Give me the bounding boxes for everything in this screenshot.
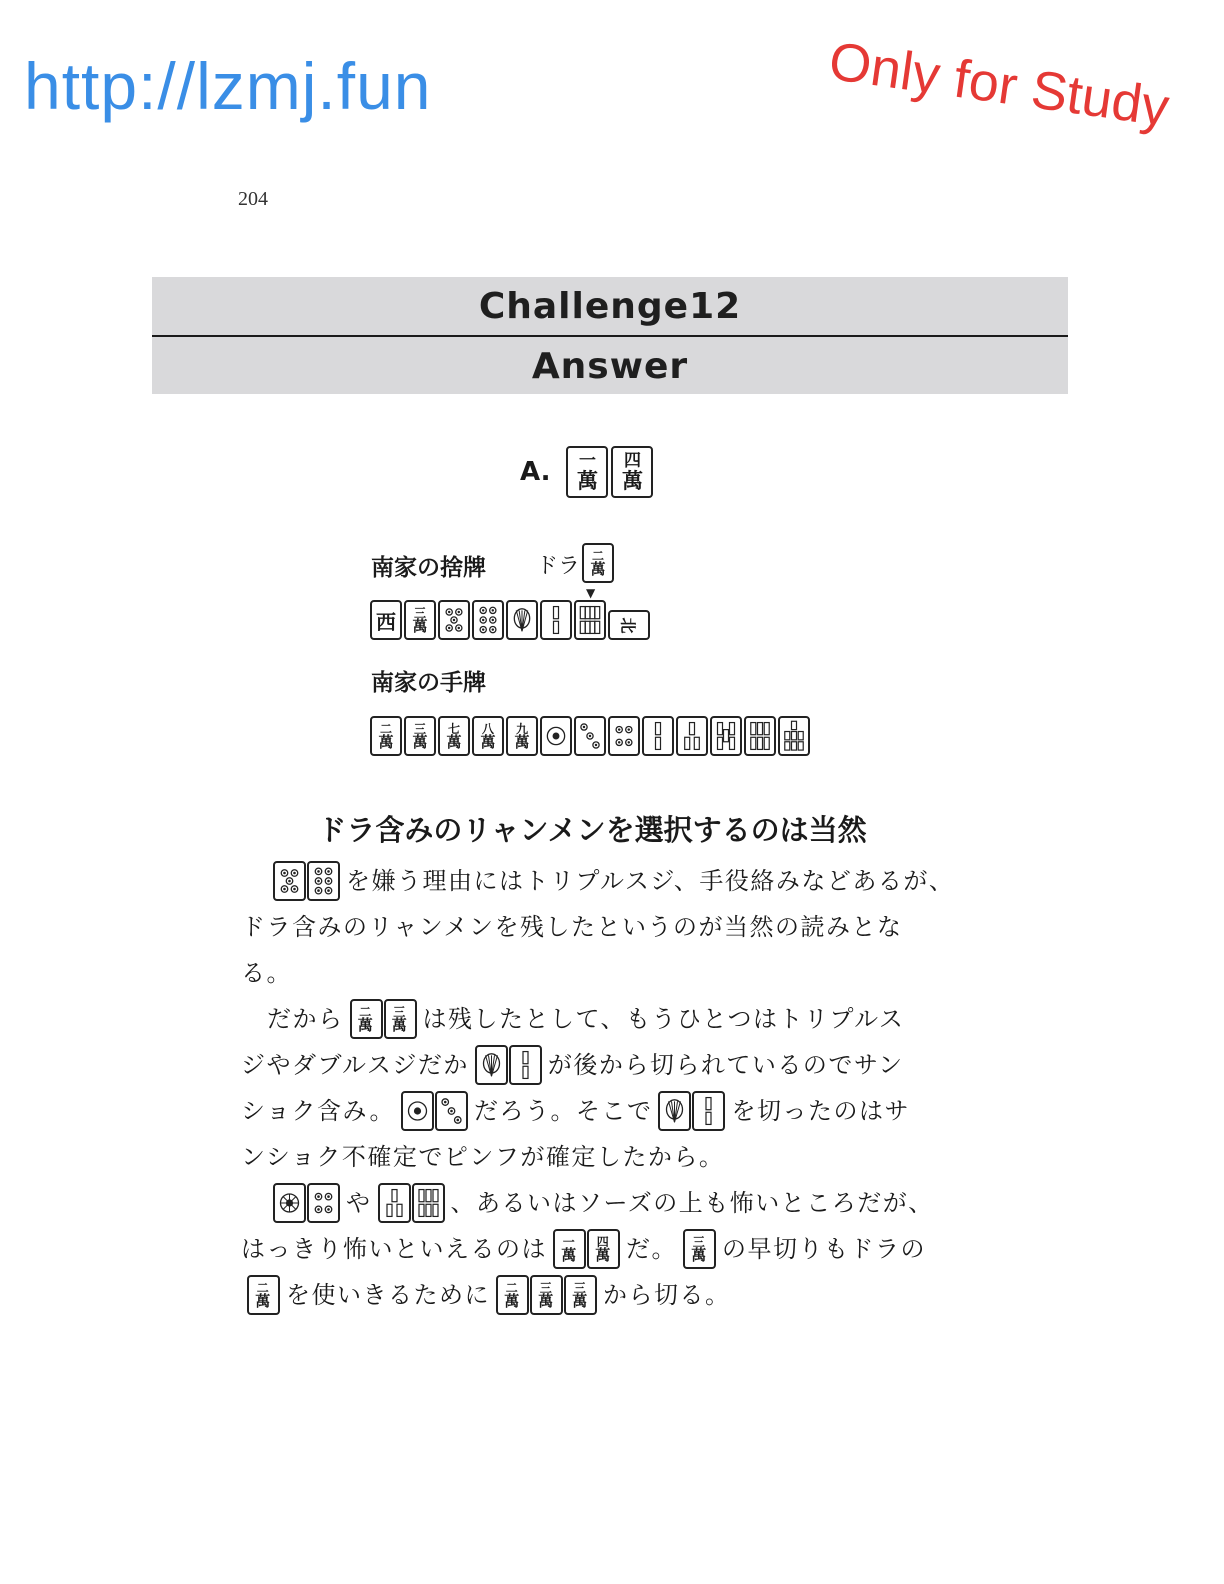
pin-tile: [273, 1183, 306, 1223]
man-tile: 二 萬: [370, 716, 402, 756]
pin-tile: [307, 1183, 340, 1223]
challenge-title: Challenge12: [478, 285, 742, 327]
man-tile: 一 萬: [566, 446, 608, 498]
inline-tiles: [350, 999, 417, 1039]
man-tile: 三 萬: [530, 1275, 563, 1315]
sou-tile: [412, 1183, 445, 1223]
sou-tile: [744, 716, 776, 756]
text-run: だろう。そこで: [473, 1097, 653, 1125]
man-tile: 三 萬: [683, 1229, 716, 1269]
sou-tile: [676, 716, 708, 756]
sou-tile: [574, 600, 606, 640]
sou-tile: [710, 716, 742, 756]
pin-tile: [401, 1091, 434, 1131]
text-run: る。: [241, 959, 292, 987]
text-run: や: [346, 1189, 372, 1217]
watermark-url: http://lzmj.fun: [24, 49, 432, 123]
tedashi-marker: ▼: [586, 586, 596, 600]
man-tile: 二 萬: [496, 1275, 529, 1315]
inline-tiles: [401, 1091, 468, 1131]
man-tile: 八 萬: [472, 716, 504, 756]
inline-tiles: [273, 861, 340, 901]
man-tile: 三 萬: [404, 600, 436, 640]
inline-tiles: [658, 1091, 725, 1131]
inline-tiles: [273, 1183, 340, 1223]
sou-tile: [778, 716, 810, 756]
page-number: 204: [238, 188, 268, 210]
watermark-study: Only for Study: [825, 30, 1173, 139]
text-run: から切る。: [603, 1281, 731, 1309]
sou-tile: [475, 1045, 508, 1085]
sou-tile: [658, 1091, 691, 1131]
pin-tile: [273, 861, 306, 901]
answer-line: [520, 446, 653, 498]
sou-tile: [509, 1045, 542, 1085]
pin-tile: [307, 861, 340, 901]
text-run: はっきり怖いといえるのは: [241, 1235, 547, 1263]
sou-tile: [378, 1183, 411, 1223]
man-tile: 二 萬: [350, 999, 383, 1039]
text-run: は残したとして、もうひとつはトリプルス: [422, 1005, 905, 1033]
text-line: [241, 858, 955, 904]
text-line: [241, 1226, 945, 1272]
body-text: [241, 858, 955, 1318]
inline-tiles: [475, 1045, 542, 1085]
man-tile: 四 萬: [587, 1229, 620, 1269]
man-tile: 九 萬: [506, 716, 538, 756]
text-line: [241, 950, 945, 996]
discards-label: 南家の捨牌: [371, 555, 486, 581]
pin-tile: [608, 716, 640, 756]
text-run: を切ったのはサ: [731, 1097, 910, 1125]
inline-tiles: [247, 1275, 280, 1315]
text-line: [241, 1088, 945, 1134]
text-run: だ。: [626, 1235, 677, 1263]
pin-tile: [540, 716, 572, 756]
inline-tiles: [378, 1183, 445, 1223]
text-run: ジやダブルスジだか: [241, 1051, 469, 1079]
text-run: を使いきるために: [286, 1281, 490, 1309]
text-line: [241, 1042, 945, 1088]
dora-tile: [582, 543, 614, 583]
text-line: [241, 1180, 945, 1226]
sou-tile: [692, 1091, 725, 1131]
text-run: の早切りもドラの: [722, 1235, 926, 1263]
inline-tiles: [496, 1275, 597, 1315]
text-line: [241, 996, 945, 1042]
man-tile: 三 萬: [404, 716, 436, 756]
title-box: [152, 277, 1068, 394]
honor-tile-sideways: 北: [608, 610, 650, 640]
sou-tile: [642, 716, 674, 756]
section-heading: ドラ含みのリャンメンを選択するのは当然: [317, 813, 867, 847]
sou-tile: [506, 600, 538, 640]
man-tile: 七 萬: [438, 716, 470, 756]
hand-row: [370, 716, 810, 756]
text-line: [241, 904, 945, 950]
answer-title: Answer: [531, 345, 689, 387]
text-run: が後から切られているのでサン: [547, 1051, 904, 1079]
man-tile: 一 萬: [553, 1229, 586, 1269]
answer-tiles: [566, 446, 653, 498]
man-tile: 四 萬: [611, 446, 653, 498]
text-run: を嫌う理由にはトリプルスジ、手役絡みなどあるが、: [346, 867, 955, 895]
honor-tile: 西: [370, 600, 402, 640]
pin-tile: [438, 600, 470, 640]
text-run: ンショク不確定でピンフが確定したから。: [241, 1143, 725, 1171]
man-tile: 二 萬: [582, 543, 614, 583]
inline-tiles: [683, 1229, 716, 1269]
answer-label: A.: [520, 457, 551, 487]
pin-tile: [435, 1091, 468, 1131]
text-line: [241, 1134, 945, 1180]
text-run: だから: [267, 1005, 344, 1033]
dora-label: ドラ: [536, 554, 581, 579]
text-run: ドラ含みのリャンメンを残したというのが当然の読みとな: [241, 913, 903, 941]
pin-tile: [472, 600, 504, 640]
man-tile: 三 萬: [564, 1275, 597, 1315]
text-run: ショク含み。: [241, 1097, 395, 1125]
man-tile: 三 萬: [384, 999, 417, 1039]
pin-tile: [574, 716, 606, 756]
text-run: 、あるいはソーズの上も怖いところだが、: [450, 1189, 934, 1217]
man-tile: 二 萬: [247, 1275, 280, 1315]
hand-label: 南家の手牌: [371, 670, 486, 696]
inline-tiles: [553, 1229, 620, 1269]
sou-tile: [540, 600, 572, 640]
discard-row: [370, 600, 650, 640]
text-line: [241, 1272, 945, 1318]
